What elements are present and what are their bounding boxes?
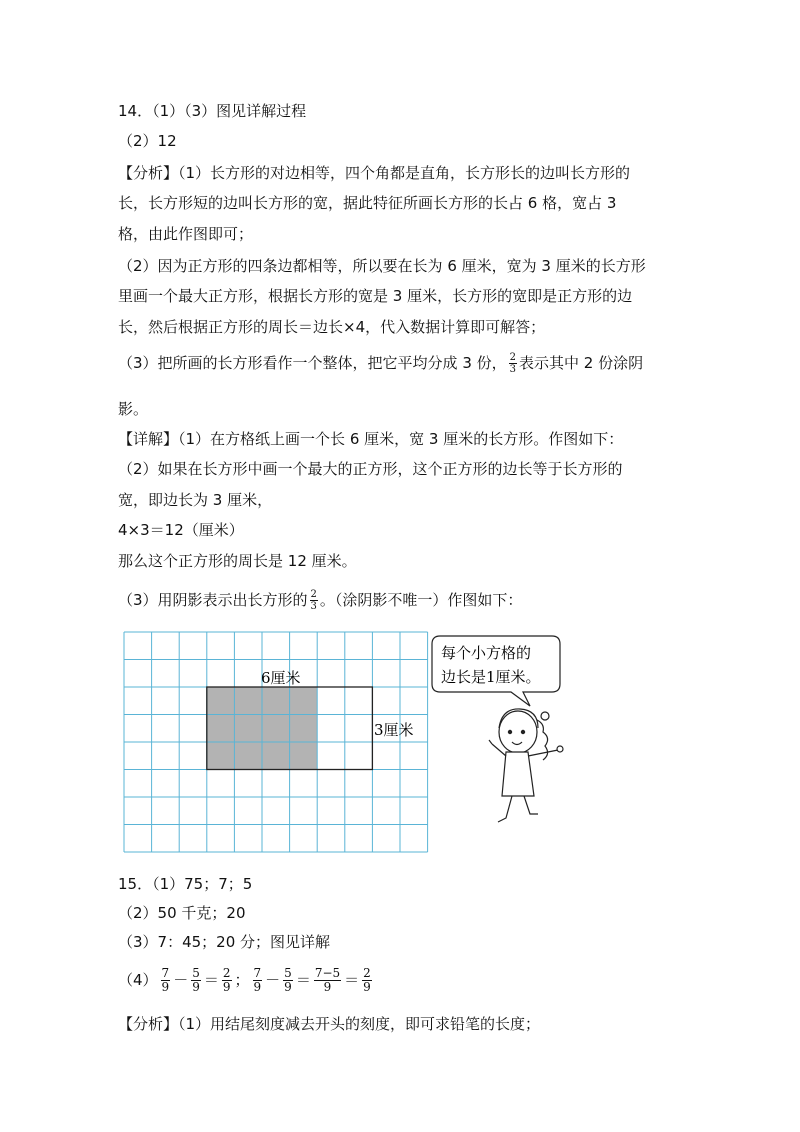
cartoon-girl-icon [489, 709, 563, 822]
part4-label: （4） [118, 971, 158, 989]
fraction-denominator: 9 [161, 980, 170, 994]
equals-sign: ＝ [295, 971, 311, 989]
fraction-denominator: 9 [222, 980, 231, 994]
q15-part3-answer: （3）7：45；20 分；图见详解 [118, 933, 331, 951]
q14-detail-line3: 宽，即边长为 3 厘米， [118, 491, 273, 509]
detail-tag: 【详解】 [118, 430, 179, 448]
minus-sign: － [173, 971, 189, 989]
separator: ； [234, 971, 250, 989]
bubble-text-line2: 边长是1厘米。 [441, 668, 541, 686]
bubble-text-line1: 每个小方格的 [441, 644, 532, 662]
q15-analysis-line1 [118, 1014, 540, 1034]
fraction-denominator: 9 [253, 980, 262, 994]
fraction-denominator: 9 [284, 980, 292, 994]
fraction-numerator: 7−5 [314, 966, 341, 980]
detail-text: （1）在方格纸上画一个长 6 厘米，宽 3 厘米的长方形。作图如下： [178, 430, 624, 448]
q14-analysis-line7 [118, 352, 643, 375]
q14-analysis-line1 [118, 163, 630, 183]
q14-analysis-line6: 长，然后根据正方形的周长＝边长×4，代入数据计算即可解答； [118, 318, 546, 336]
equals-sign: ＝ [203, 971, 219, 989]
analysis-text: （1）用结尾刻度减去开头的刻度，即可求铅笔的长度； [178, 1015, 541, 1033]
fraction-numerator: 7 [253, 966, 262, 980]
q14-detail-line6 [118, 589, 522, 612]
q14-analysis-line2: 长，长方形短的边叫长方形的宽，据此特征所画长方形的长占 6 格，宽占 3 [118, 194, 617, 212]
analysis-text: （1）长方形的对边相等，四个角都是直角，长方形长的边叫长方形的 [178, 164, 631, 182]
fraction-numerator: 7 [161, 966, 170, 980]
fraction-two-ninths [222, 967, 232, 994]
q14-analysis-line4: （2）因为正方形的四条边都相等，所以要在长为 6 厘米，宽为 3 厘米的长方形 [118, 257, 646, 275]
q14-analysis-line8: 影。 [118, 400, 149, 418]
q14-detail-line5: 那么这个正方形的周长是 12 厘米。 [118, 552, 357, 570]
fraction-numerator: 5 [192, 966, 200, 980]
fraction-denominator: 3 [509, 364, 517, 375]
analysis-text: （3）把所画的长方形看作一个整体，把它平均分成 3 份， [118, 354, 507, 372]
fraction-two-thirds [509, 352, 517, 375]
rectangle-width-label: 3厘米 [374, 721, 414, 739]
detail-text: （3）用阴影表示出长方形的 [118, 591, 308, 609]
q15-part2-answer: （2）50 千克；20 [118, 904, 246, 922]
q14-detail-line2: （2）如果在长方形中画一个最大的正方形，这个正方形的边长等于长方形的 [118, 460, 623, 478]
q14-detail-line1 [118, 429, 623, 449]
fraction-numerator: 2 [222, 966, 231, 980]
speech-bubble [432, 636, 560, 706]
fraction-two-ninths [362, 967, 372, 994]
q14-detail-calc: 4×3＝12（厘米） [118, 521, 244, 539]
fraction-denominator: 9 [363, 980, 371, 994]
square-grid [124, 632, 428, 852]
fraction-numerator: 2 [509, 352, 517, 363]
minus-sign: － [265, 971, 281, 989]
analysis-tag: 【分析】 [118, 164, 179, 182]
fraction-five-ninths [191, 967, 201, 994]
fraction-seven-ninths [161, 967, 171, 994]
fraction-denominator: 3 [310, 601, 317, 612]
q15-part4-equation [118, 963, 375, 997]
q14-analysis-line5: 里画一个最大正方形，根据长方形的宽是 3 厘米，长方形的宽即是正方形的边 [118, 287, 633, 305]
q14-part2-answer: （2）12 [118, 132, 177, 150]
fraction-denominator: 9 [323, 980, 332, 994]
fraction-difference [314, 967, 341, 994]
detail-text: 。（涂阴影不唯一）作图如下： [319, 591, 523, 609]
fraction-five-ninths [283, 967, 293, 994]
fraction-numerator: 2 [363, 966, 371, 980]
analysis-tag: 【分析】 [118, 1015, 179, 1033]
equals-sign: ＝ [344, 971, 360, 989]
q15-heading: 15．（1）75；7；5 [118, 875, 253, 893]
grid-figure [118, 628, 578, 856]
fraction-numerator: 2 [310, 589, 317, 600]
q14-analysis-line3: 格，由此作图即可； [118, 225, 254, 243]
fraction-numerator: 5 [284, 966, 292, 980]
analysis-text: 表示其中 2 份涂阴 [519, 354, 644, 372]
rectangle-length-label: 6厘米 [261, 669, 301, 687]
fraction-denominator: 9 [192, 980, 200, 994]
q14-heading: 14．（1）（3）图见详解过程 [118, 102, 307, 120]
fraction-seven-ninths [253, 967, 263, 994]
fraction-two-thirds [310, 589, 318, 612]
